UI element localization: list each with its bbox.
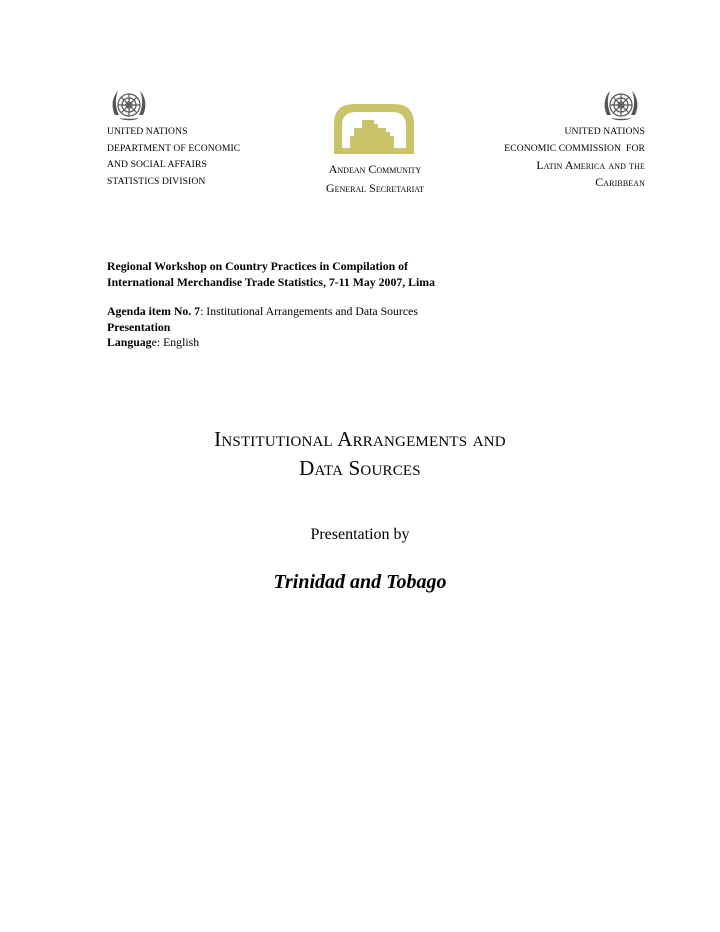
- center-org-line1: Andean Community: [328, 162, 422, 176]
- un-emblem-icon: [601, 85, 641, 125]
- right-org-line1: UNITED NATIONS: [564, 126, 645, 137]
- left-org-line3: AND SOCIAL AFFAIRS: [107, 159, 207, 170]
- language-label: Languag: [107, 335, 152, 349]
- agenda-type-label: Presentation: [107, 319, 171, 334]
- center-org-line2: General Secretariat: [325, 181, 425, 195]
- agenda-language: [107, 335, 627, 351]
- andean-community-logo: [330, 98, 418, 156]
- agenda-item: [107, 304, 627, 320]
- agenda-info: [107, 304, 627, 351]
- andean-community-secretariat: [290, 160, 460, 198]
- document-title: [100, 425, 620, 483]
- un-eclac: [440, 124, 645, 190]
- presented-by: Presentation by: [310, 526, 410, 543]
- workshop-heading: [107, 259, 627, 290]
- title-line1: Institutional Arrangements and: [214, 427, 506, 451]
- title-line2: Data Sources: [299, 456, 421, 480]
- un-desa-statistics-division: [107, 124, 297, 190]
- right-org-line4: Caribbean: [595, 174, 645, 189]
- workshop-line1: Regional Workshop on Country Practices in Compilation of: [107, 259, 408, 273]
- agenda-item-value: : Institutional Arrangements and Data Sources: [200, 304, 418, 318]
- left-org-line1: UNITED NATIONS: [107, 126, 188, 137]
- right-org-line2: ECONOMIC COMMISSION FOR: [504, 142, 645, 154]
- agenda-type: [107, 320, 627, 336]
- left-org-line4: STATISTICS DIVISION: [107, 175, 206, 187]
- agenda-item-label: Agenda item No. 7: [107, 304, 201, 318]
- language-value: : English: [156, 335, 200, 349]
- right-org-line3: Latin America and the: [536, 158, 645, 172]
- workshop-line2: International Merchandise Trade Statistics, 7-11 May 2007, Lima: [107, 274, 436, 289]
- left-org-line2: DEPARTMENT OF ECONOMIC: [107, 142, 241, 154]
- presenting-country: Trinidad and Tobago: [273, 571, 447, 593]
- un-emblem-icon: [109, 85, 149, 125]
- language-label-end: e: [151, 335, 157, 349]
